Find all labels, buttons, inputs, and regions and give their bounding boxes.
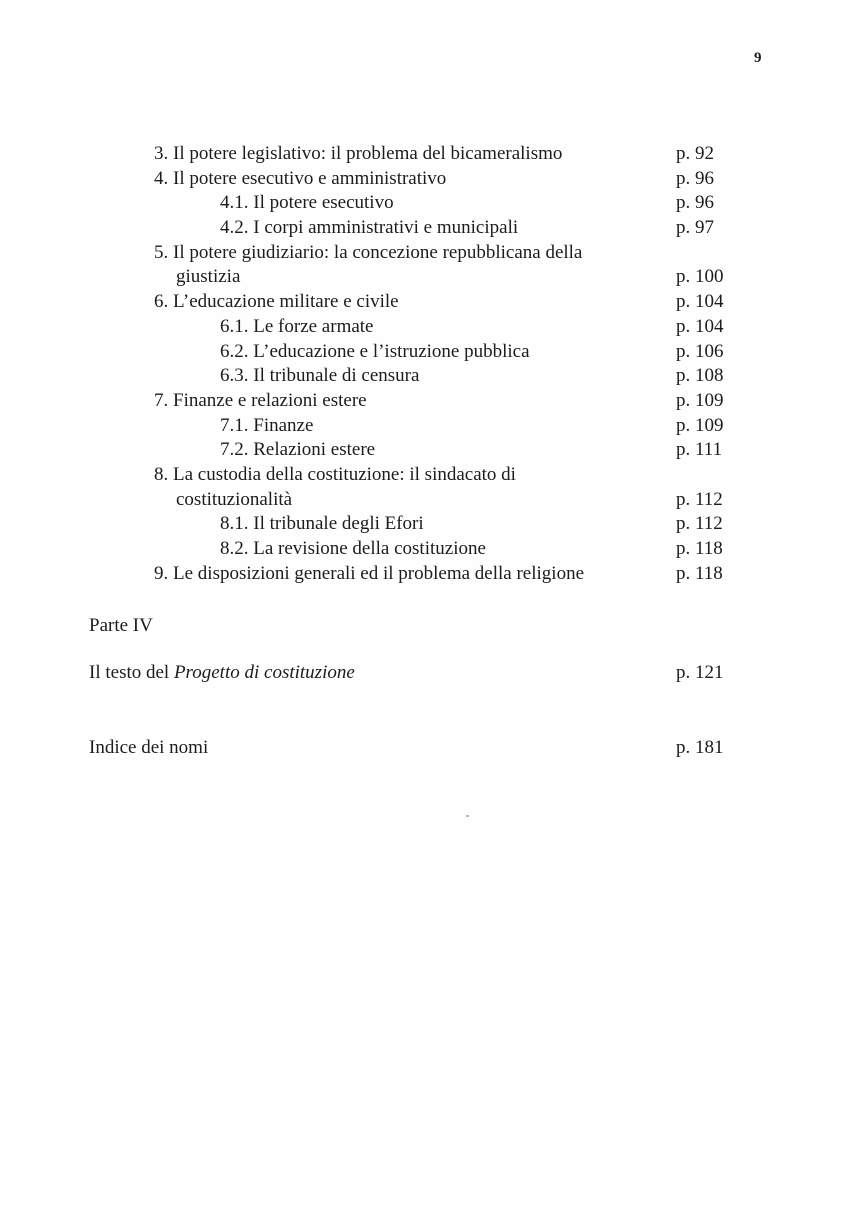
toc-subentry xyxy=(0,340,856,365)
toc-subentry xyxy=(0,512,856,537)
toc-entry xyxy=(0,167,856,192)
toc-subentry xyxy=(0,537,856,562)
toc-subentry xyxy=(0,414,856,439)
index-page: p. 181 xyxy=(676,737,724,758)
toc-entry-title: 8.2. La revisione della costituzione xyxy=(220,538,486,559)
toc-entry-page: p. 112 xyxy=(676,513,723,535)
toc-entry-page: p. 118 xyxy=(676,538,723,559)
page-number: 9 xyxy=(754,50,762,66)
toc-entry-page: p. 109 xyxy=(676,414,724,436)
toc-entry-title: 4.1. Il potere esecutivo xyxy=(220,192,394,214)
toc-entry-title: 9. Le disposizioni generali ed il problema della religione xyxy=(154,562,585,584)
scan-speck xyxy=(466,815,469,817)
toc-entry-page: p. 106 xyxy=(676,340,724,362)
toc-entry-page: p. 97 xyxy=(676,217,714,239)
toc-entry-continuation xyxy=(0,265,856,290)
toc-entry-page: p. 118 xyxy=(676,562,723,584)
toc-entry xyxy=(0,290,856,315)
toc-subentry xyxy=(0,191,856,216)
toc-entry xyxy=(0,142,856,167)
toc-entry-title: 7.2. Relazioni estere xyxy=(220,439,376,461)
toc-entry-page: p. 92 xyxy=(676,143,714,164)
part-title-entry xyxy=(89,661,809,685)
toc-entry-continuation xyxy=(0,488,856,513)
toc-entry-title: 3. Il potere legislativo: il problema del bicameralismo xyxy=(154,143,563,164)
toc-entry-page: p. 96 xyxy=(676,192,714,214)
toc-subentry xyxy=(0,216,856,241)
toc-entry xyxy=(0,389,856,414)
part-title-prefix: Il testo del xyxy=(89,662,174,683)
toc-entry-page: p. 111 xyxy=(676,439,723,461)
toc-entry-page: p. 112 xyxy=(676,488,723,510)
toc-entry-title: 4.2. I corpi amministrativi e municipali xyxy=(220,217,519,239)
toc-entry-page: p. 108 xyxy=(676,365,724,387)
toc-entry-title: 5. Il potere giudiziario: la concezione repubblicana della xyxy=(154,241,583,263)
toc-entry-page: p. 96 xyxy=(676,167,714,189)
toc-subentry xyxy=(0,315,856,340)
toc-subentry xyxy=(0,438,856,463)
toc-entry-page: p. 104 xyxy=(676,315,724,337)
index-label: Indice dei nomi xyxy=(89,737,209,758)
toc-entry-page: p. 100 xyxy=(676,266,724,288)
toc-entry-page: p. 104 xyxy=(676,291,724,313)
part-heading: Parte IV xyxy=(89,615,153,636)
toc-entry-title: costituzionalità xyxy=(176,488,293,510)
toc-entry-page: p. 109 xyxy=(676,389,724,411)
index-entry xyxy=(89,736,809,760)
toc-entry-title: 8.1. Il tribunale degli Efori xyxy=(220,513,424,535)
table-of-contents xyxy=(0,142,856,586)
toc-entry-title: 7.1. Finanze xyxy=(220,414,314,436)
toc-entry-title: 4. Il potere esecutivo e amministrativo xyxy=(154,167,447,189)
toc-entry xyxy=(0,241,856,266)
toc-entry-title: 6.1. Le forze armate xyxy=(220,315,374,337)
toc-entry-title: 8. La custodia della costituzione: il sindacato di xyxy=(154,463,516,485)
toc-entry xyxy=(0,463,856,488)
toc-entry-title: giustizia xyxy=(176,266,241,288)
toc-entry-title: 7. Finanze e relazioni estere xyxy=(154,389,367,411)
toc-entry xyxy=(0,562,856,587)
toc-entry-title: 6.2. L’educazione e l’istruzione pubblica xyxy=(220,340,530,362)
part-title-page: p. 121 xyxy=(676,662,724,683)
toc-subentry xyxy=(0,364,856,389)
toc-entry-title: 6. L’educazione militare e civile xyxy=(154,291,399,313)
toc-entry-title: 6.3. Il tribunale di censura xyxy=(220,365,420,387)
part-title-italic: Progetto di costituzione xyxy=(173,662,355,683)
